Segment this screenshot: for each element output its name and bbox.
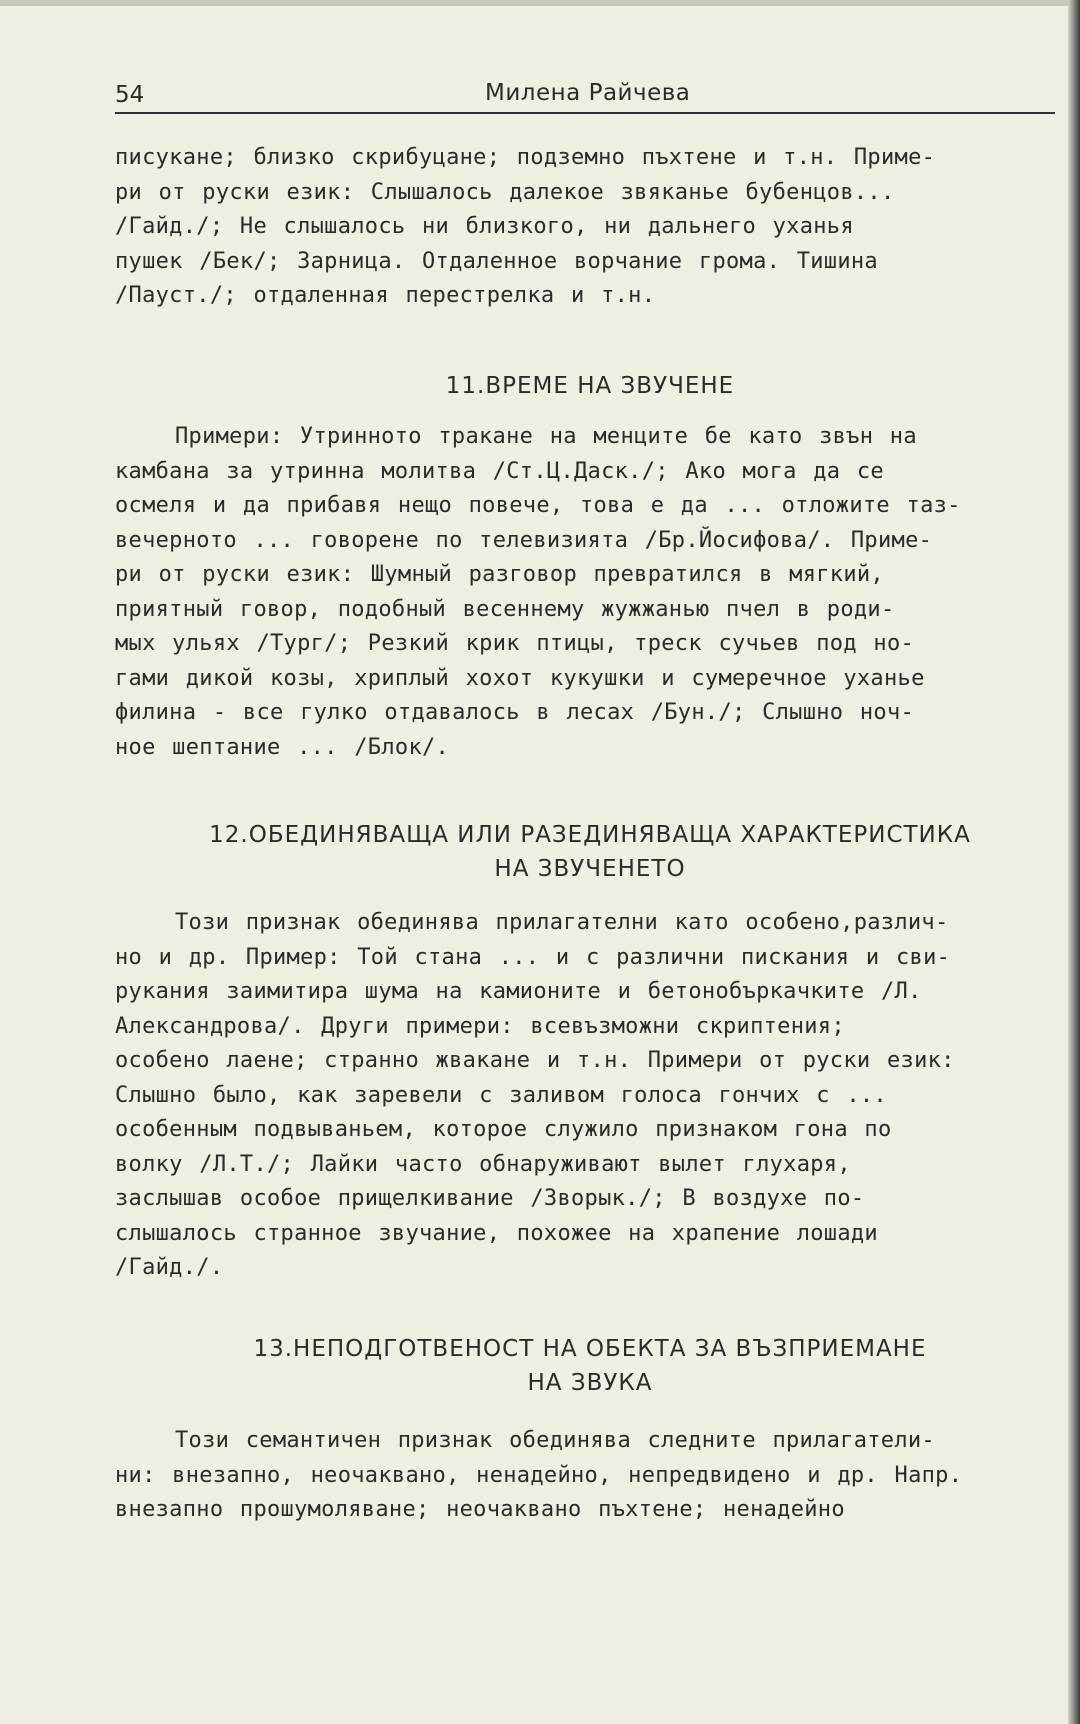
text-line: рукания заимитира шума на камионите и бетонобъркачките /Л.: [115, 979, 922, 1004]
text-line: пушек /Бек/; Зарница. Отдаленное ворчание грома. Тишина: [115, 248, 878, 274]
section-13-paragraph: [115, 1424, 1065, 1528]
text-line: филина - все гулко отдавалось в лесах /Бун./; Слышно ноч-: [115, 700, 915, 725]
page-number: 54: [115, 82, 145, 108]
text-line: вечерното ... говорене по телевизията /Бр.Йосифова/. Приме-: [115, 527, 933, 553]
section-13-heading: [115, 1332, 1065, 1400]
text-line: Този признак обединява прилагателни като особено,различ-: [175, 910, 949, 935]
text-line: /Гайд./.: [115, 1255, 224, 1280]
text-line: /Пауст./; отдаленная перестрелка и т.н.: [115, 283, 656, 308]
page-right-edge: [1068, 0, 1080, 1724]
section-title-continued: НА ЗВУЧЕНЕТО: [494, 856, 686, 882]
text-line: особенным подвываньем, которое служило признаком гона по: [115, 1117, 892, 1142]
text-line: особено лаене; странно жвакане и т.н. Примери от руски език:: [115, 1048, 955, 1073]
section-title: 11.ВРЕМЕ НА ЗВУЧЕНЕ: [445, 373, 735, 399]
section-12-paragraph: [115, 906, 1065, 1286]
section-title: 12.ОБЕДИНЯВАЩА ИЛИ РАЗЕДИНЯВАЩА ХАРАКТЕРИСТИКА: [209, 822, 971, 848]
text-line: гами дикой козы, хриплый хохот кукушки и сумеречное уханье: [115, 665, 925, 691]
text-line: писукане; близко скрибуцане; подземно пъхтене и т.н. Приме-: [115, 145, 936, 170]
page-header: [115, 78, 1055, 114]
intro-paragraph: [115, 141, 1065, 314]
text-line: Примери: Утринното тракане на менците бе като звън на: [175, 424, 917, 449]
text-line: но и др. Пример: Той стана ... и с различни пискания и сви-: [115, 944, 951, 970]
text-line: мых ульях /Тург/; Резкий крик птицы, треск сучьев под но-: [115, 631, 915, 656]
text-line: волку /Л.Т./; Лайки часто обнаруживают вылет глухаря,: [115, 1151, 851, 1177]
text-line: Слышно было, как заревели с заливом голоса гончих с ...: [115, 1082, 887, 1108]
text-line: Този семантичен признак обединява следните прилагатели-: [175, 1428, 935, 1453]
section-title-continued: НА ЗВУКА: [527, 1370, 653, 1396]
text-line: /Гайд./; Не слышалось ни близкого, ни дальнего уханья: [115, 214, 854, 239]
text-line: заслышав особое прищелкивание /Зворык./; В воздухе по-: [115, 1186, 865, 1211]
text-line: ни: внезапно, неочаквано, ненадейно, непредвидено и др. Напр.: [115, 1462, 963, 1488]
section-11-heading: [115, 369, 1065, 403]
text-line: ри от руски език: Слышалось далекое звяканье бубенцов...: [115, 179, 895, 205]
section-12-heading: [115, 818, 1065, 886]
text-line: внезапно прошумоляване; неочаквано пъхтене; ненадейно: [115, 1497, 845, 1522]
text-line: ное шептание ... /Блок/.: [115, 734, 450, 760]
running-head: Милена Райчева: [485, 80, 691, 106]
page-top-edge: [0, 0, 1080, 6]
text-line: Александрова/. Други примери: всевъзможни скриптения;: [115, 1013, 845, 1039]
section-11-paragraph: [115, 420, 1065, 765]
text-line: осмеля и да прибавя нещо повече, това е да ... отложите таз-: [115, 493, 961, 518]
text-line: приятный говор, подобный весеннему жужжанью пчел в роди-: [115, 596, 895, 622]
text-line: ри от руски език: Шумный разговор превратился в мягкий,: [115, 562, 884, 587]
text-line: слышалось странное звучание, похожее на храпение лошади: [115, 1220, 878, 1246]
section-title: 13.НЕПОДГОТВЕНОСТ НА ОБЕКТА ЗА ВЪЗПРИЕМАНЕ: [253, 1336, 927, 1362]
text-line: камбана за утринна молитва /Ст.Ц.Даск./; Ако мога да се: [115, 458, 884, 484]
